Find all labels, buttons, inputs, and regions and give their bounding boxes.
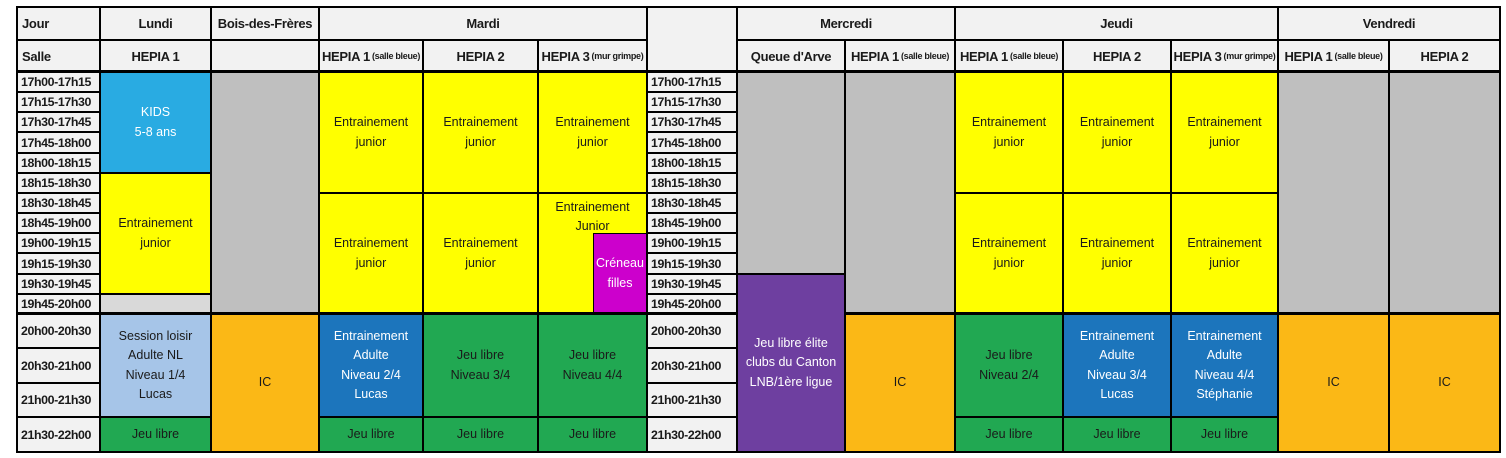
schedule-block-jeu-libre[interactable] [955,417,1063,452]
block-text-line: junior [1209,255,1240,270]
day-header-time-col-2-header[interactable] [647,7,737,72]
block-text-line: Niveau 4/4 [1194,367,1255,382]
time-slot-time2-h0[interactable]: 20h00-20h30 [647,314,737,348]
block-text-line: Adulte [1099,348,1135,363]
room-header-bdf[interactable] [211,40,319,72]
room-name: HEPIA 2 [456,48,505,64]
schedule-block-jeu-libre-elite[interactable] [737,274,845,452]
block-text-line: Entrainement [1079,328,1155,343]
block-text-line: Stéphanie [1196,386,1253,401]
schedule-block-jeu-libre[interactable] [319,417,423,452]
block-text-line: IC [258,375,272,390]
block-text-line: Entrainement [333,236,409,251]
time-slot-time1-3[interactable]: 17h45-18h00 [17,132,100,153]
room-name: HEPIA 1 [850,48,899,64]
time-slot-time2-h2[interactable]: 21h00-21h30 [647,383,737,417]
time-slot-time2-9[interactable]: 19h15-19h30 [647,253,737,274]
room-header-jeu_h1[interactable] [955,40,1063,72]
time-slot-time2-5[interactable]: 18h15-18h30 [647,173,737,193]
room-name: HEPIA 3 [1173,48,1222,64]
block-text-line: Lucas [1100,386,1134,401]
schedule-block-closed-slot[interactable] [845,72,955,314]
time-slot-time1-5[interactable]: 18h15-18h30 [17,173,100,193]
block-text-line: Jeu libre [568,348,617,363]
time-slot-time1-9[interactable]: 19h15-19h30 [17,253,100,274]
time-slot-time1-7[interactable]: 18h45-19h00 [17,213,100,233]
block-text-line: Jeu libre [1093,426,1141,441]
block-text-line: Niveau 1/4 [125,367,186,382]
block-text-line: junior [1209,134,1240,149]
room-header-jeu_h3[interactable] [1171,40,1278,72]
block-text-line: IC [893,375,907,390]
room-note: (salle bleue) [371,51,421,61]
room-note: (mur grimpe) [1223,51,1276,61]
day-header-lundi[interactable]: Lundi [100,7,211,40]
block-text-line: junior [1101,134,1133,149]
time-slot-time1-6[interactable]: 18h30-18h45 [17,193,100,213]
time-slot-time1-h0[interactable]: 20h00-20h30 [17,314,100,348]
day-header-jeudi[interactable]: Jeudi [955,7,1278,40]
block-text-line: Niveau 4/4 [562,367,623,382]
time-slot-time2-7[interactable]: 18h45-19h00 [647,213,737,233]
block-text-line: junior [465,255,496,270]
block-text-line: Entrainement [1187,115,1262,130]
block-text-line: Entrainement [443,115,518,130]
block-text-line: Lucas [354,386,388,401]
room-name: HEPIA 1 [131,48,180,64]
block-text-line: Entrainement [971,115,1047,130]
time-slot-time1-1[interactable]: 17h15-17h30 [17,92,100,112]
block-text-line: Entrainement [333,328,409,343]
block-text-line: Entrainement [118,216,193,231]
block-text-line: clubs du Canton [745,355,837,370]
day-header-mardi[interactable]: Mardi [319,7,647,40]
time-slot-time2-h1[interactable]: 20h30-21h00 [647,348,737,383]
block-text-line: Entrainement [1187,236,1262,251]
block-text-line: Entrainement [333,115,409,130]
schedule-block-entrainement-junior[interactable] [319,193,423,314]
schedule-block-jeu-libre-niveau-3-4[interactable] [423,314,538,417]
time-slot-time2-10[interactable]: 19h30-19h45 [647,274,737,294]
block-text-line: junior [355,134,387,149]
room-note: (salle bleue) [1334,51,1383,61]
schedule-block-jeu-libre[interactable] [1171,417,1278,452]
schedule-block-ic[interactable] [845,314,955,452]
time-slot-time1-h1[interactable]: 20h30-21h00 [17,348,100,383]
room-note: (salle bleue) [1009,51,1059,61]
schedule-block-closed-slot[interactable] [737,72,845,274]
time-slot-time2-h3[interactable]: 21h30-22h00 [647,417,737,452]
block-text-line: Jeu libre [568,426,617,441]
block-text-line: Jeu libre [985,348,1033,363]
schedule-block-kids-5-8-ans[interactable] [100,72,211,173]
time-slot-time1-4[interactable]: 18h00-18h15 [17,153,100,173]
day-header-vendredi[interactable]: Vendredi [1278,7,1500,40]
block-text-line: Lucas [138,386,173,401]
room-header-mar_h1[interactable] [319,40,423,72]
schedule-block-entrainement-junior[interactable] [423,72,538,193]
block-text-line: Jeu libre élite [754,335,828,350]
block-text-line: junior [1101,255,1133,270]
schedule-block-jeu-libre[interactable] [538,417,647,452]
schedule-block-entrainement-adulte-niveau-3-4[interactable] [1063,314,1171,417]
time-slot-time2-11[interactable]: 19h45-20h00 [647,294,737,314]
schedule-block-entrainement-junior[interactable] [100,173,211,294]
block-text-line: junior [577,134,608,149]
time-slot-time2-4[interactable]: 18h00-18h15 [647,153,737,173]
block-text-line: Jeu libre [985,426,1033,441]
time-slot-time2-0[interactable]: 17h00-17h15 [647,72,737,92]
time-slot-time1-11[interactable]: 19h45-20h00 [17,294,100,314]
schedule-block-entrainement-adulte-niveau-4-4[interactable] [1171,314,1278,417]
room-name: Queue d'Arve [750,48,832,64]
block-text-line: Entrainement [1079,236,1155,251]
block-text-line: Niveau 3/4 [1087,367,1147,382]
room-name: HEPIA 2 [1093,48,1141,64]
schedule-block-jeu-libre-niveau-2-4[interactable] [955,314,1063,417]
block-text-line: Niveau 2/4 [979,367,1039,382]
room-header-mar_h3[interactable] [538,40,647,72]
block-text-line: Jeu libre [131,426,180,441]
block-text-line: Adulte NL [128,348,183,363]
block-text-line: Niveau 3/4 [450,367,511,382]
block-text-line: Adulte [353,348,389,363]
block-text-line: 5-8 ans [134,124,177,139]
schedule-block-entrainement-junior[interactable] [1063,193,1171,314]
block-text-line: filles [607,275,633,290]
room-name: HEPIA 3 [541,48,590,64]
schedule-block-session-loisir-adulte[interactable] [100,314,211,417]
block-text-line: Jeu libre [1200,426,1249,441]
block-text-line: junior [355,255,387,270]
room-header-lun_h1[interactable] [100,40,211,72]
schedule-block-entrainement-junior[interactable] [319,72,423,193]
schedule-block-entrainement-adulte-niveau-2-4[interactable] [319,314,423,417]
block-text-line: Entrainement [443,236,518,251]
day-header-bois-des-freres[interactable]: Bois-des-Frères [211,7,319,40]
schedule-block-closed-slot[interactable] [1278,72,1389,314]
schedule-block-ic[interactable] [1278,314,1389,452]
block-text-line: IC [1438,375,1451,390]
schedule-block-entrainement-junior[interactable] [1171,193,1278,314]
time-slot-time1-h2[interactable]: 21h00-21h30 [17,383,100,417]
block-text-line: Entrainement [1187,328,1262,343]
room-note: (salle bleue) [900,51,950,61]
block-text-line: KIDS [140,105,171,120]
schedule-block-entrainement-junior[interactable] [538,72,647,193]
schedule-block-jeu-libre[interactable] [1063,417,1171,452]
room-name: HEPIA 1 [1284,48,1333,64]
corner-jour-label[interactable]: Jour [17,7,100,40]
room-name: HEPIA 1 [959,48,1008,64]
room-header-ven_h2[interactable] [1389,40,1500,72]
room-header-ven_h1[interactable] [1278,40,1389,72]
schedule-block-entrainement-junior[interactable] [1171,72,1278,193]
schedule-block-creneau-filles[interactable] [593,233,647,314]
schedule-block-jeu-libre-niveau-4-4[interactable] [538,314,647,417]
time-slot-time1-h3[interactable]: 21h30-22h00 [17,417,100,452]
room-header-mar_h2[interactable] [423,40,538,72]
day-header-mercredi[interactable]: Mercredi [737,7,955,40]
room-header-mer_h1[interactable] [845,40,955,72]
block-text-line: Niveau 2/4 [341,367,401,382]
block-text-line: junior [140,235,171,250]
block-text-line: Junior [575,219,610,234]
time-slot-time2-8[interactable]: 19h00-19h15 [647,233,737,253]
block-text-line: Jeu libre [456,426,505,441]
time-slot-time1-8[interactable]: 19h00-19h15 [17,233,100,253]
time-slot-time2-3[interactable]: 17h45-18h00 [647,132,737,153]
block-text-line: junior [465,134,496,149]
schedule-block-ic[interactable] [211,314,319,452]
block-text-line: Adulte [1206,348,1243,363]
time-slot-time1-0[interactable]: 17h00-17h15 [17,72,100,92]
block-text-line: Entrainement [1079,115,1155,130]
time-slot-time2-1[interactable]: 17h15-17h30 [647,92,737,112]
schedule-block-jeu-libre[interactable] [100,417,211,452]
time-slot-time2-6[interactable]: 18h30-18h45 [647,193,737,213]
schedule-block-empty-slot[interactable] [100,294,211,314]
block-text-line: IC [1327,375,1340,390]
block-text-line: Entrainement [971,236,1047,251]
time-slot-time1-10[interactable]: 19h30-19h45 [17,274,100,294]
schedule-block-entrainement-junior[interactable] [955,193,1063,314]
block-text-line: Jeu libre [347,426,395,441]
schedule-block-closed-slot[interactable] [1389,72,1500,314]
block-text-line: Jeu libre [456,348,505,363]
block-text-line: Entrainement [555,200,630,214]
room-name: HEPIA 2 [1420,48,1469,64]
block-text-line: Session loisir [118,328,193,343]
room-name: HEPIA 1 [321,48,370,64]
schedule-block-ic[interactable] [1389,314,1500,452]
schedule-block-jeu-libre[interactable] [423,417,538,452]
corner-salle-label[interactable]: Salle [17,40,100,72]
room-note: (mur grimpe) [591,51,644,61]
block-text-line: junior [993,134,1025,149]
time-slot-time1-2[interactable]: 17h30-17h45 [17,112,100,132]
room-header-jeu_h2[interactable] [1063,40,1171,72]
schedule-block-entrainement-junior[interactable] [955,72,1063,193]
room-header-mer_qda[interactable] [737,40,845,72]
block-text-line: junior [993,255,1025,270]
time-slot-time2-2[interactable]: 17h30-17h45 [647,112,737,132]
block-text-line: Créneau [596,256,644,271]
schedule-block-entrainement-junior[interactable] [1063,72,1171,193]
block-text-line: Entrainement [555,115,630,130]
block-text-line: LNB/1ère ligue [749,374,833,389]
schedule-block-entrainement-junior[interactable] [423,193,538,314]
schedule-block-closed-slot[interactable] [211,72,319,314]
